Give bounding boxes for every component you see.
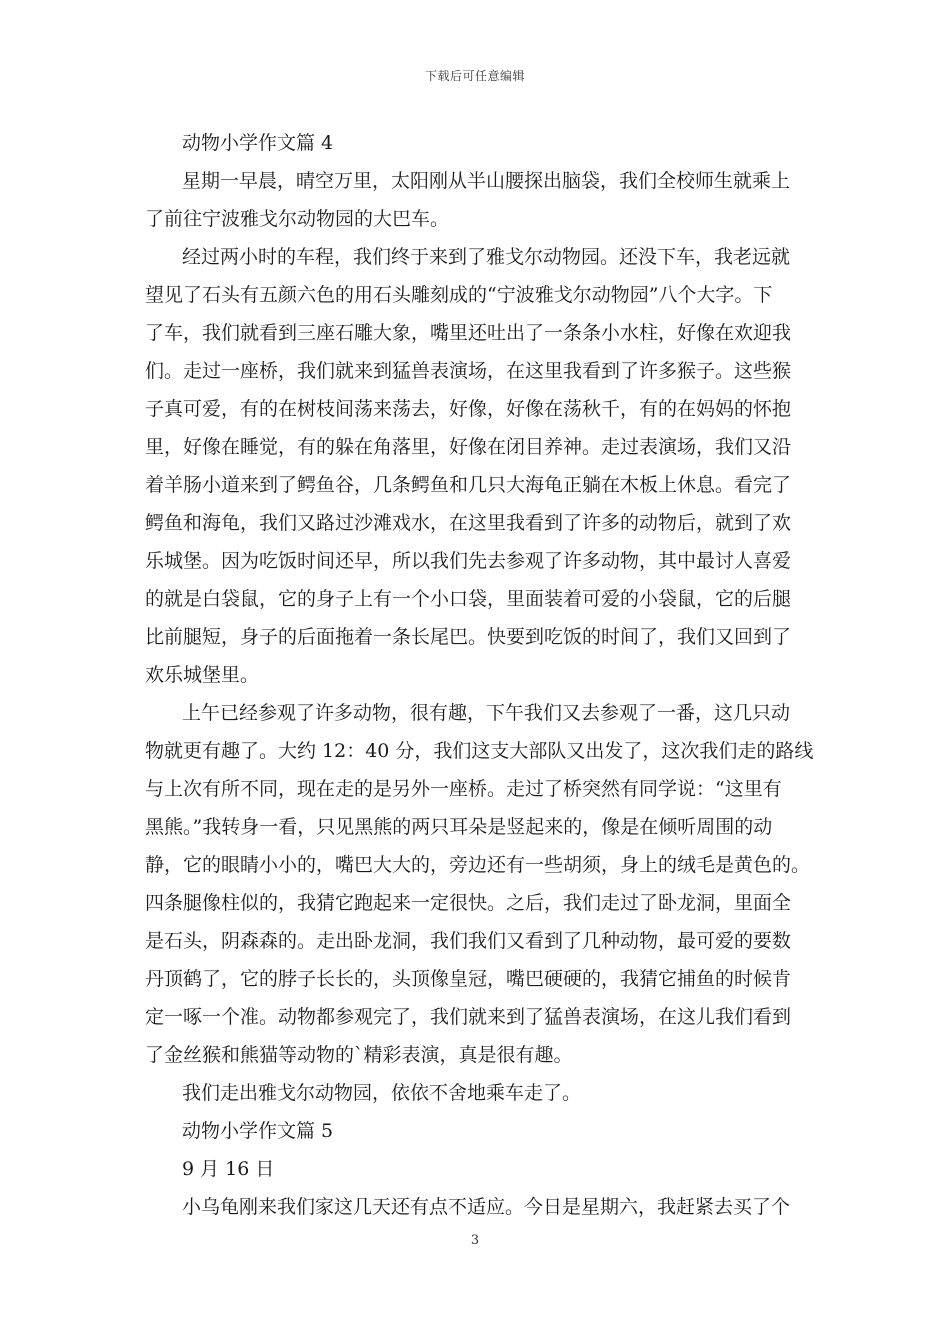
text-line: 了金丝猴和熊猫等动物的`精彩表演，真是很有趣。	[145, 1044, 573, 1066]
text-line: 里，好像在睡觉，有的躲在角落里，好像在闭目养神。走过表演场，我们又沿	[145, 436, 792, 458]
text-line: 比前腿短，身子的后面拖着一条长尾巴。快要到吃饭的时间了，我们又回到了	[145, 626, 792, 648]
text-line: 经过两小时的车程，我们终于来到了雅戈尔动物园。还没下车，我老远就	[182, 246, 791, 268]
text-line: 的就是白袋鼠，它的身子上有一个小口袋，里面装着可爱的小袋鼠，它的后腿	[145, 588, 792, 610]
text-line: 欢乐城堡里。	[145, 664, 260, 686]
page-number: 3	[470, 1233, 480, 1248]
text-line: 乐城堡。因为吃饭时间还早，所以我们先去参观了许多动物，其中最讨人喜爱	[145, 550, 792, 572]
document-body	[145, 124, 814, 1226]
text-line: 动物小学作文篇 5	[182, 1120, 334, 1142]
text-line: 望见了石头有五颜六色的用石头雕刻成的“宁波雅戈尔动物园”八个大字。下	[145, 284, 773, 306]
text-line: 了前往宁波雅戈尔动物园的大巴车。	[145, 208, 450, 230]
header-note: 下载后可任意编辑	[424, 69, 525, 83]
text-line: 我们走出雅戈尔动物园，依依不舍地乘车走了。	[182, 1082, 582, 1104]
text-line: 上午已经参观了许多动物，很有趣，下午我们又去参观了一番，这几只动	[182, 702, 791, 724]
text-line: 子真可爱，有的在树枝间荡来荡去，好像，好像在荡秋千，有的在妈妈的怀抱	[145, 398, 792, 420]
text-line: 与上次有所不同，现在走的是另外一座桥。走过了桥突然有同学说：“这里有	[145, 778, 782, 800]
text-line: 9 月 16 日	[182, 1158, 275, 1180]
text-line: 了车，我们就看到三座石雕大象，嘴里还吐出了一条条小水柱，好像在欢迎我	[145, 322, 792, 344]
text-line: 是石头，阴森森的。走出卧龙洞，我们我们又看到了几种动物，最可爱的要数	[145, 930, 792, 952]
text-line: 星期一早晨，晴空万里，太阳刚从半山腰探出脑袋，我们全校师生就乘上	[182, 170, 791, 192]
text-line: 物就更有趣了。大约 12：40 分，我们这支大部队又出发了，这次我们走的路线	[145, 740, 814, 762]
text-line: 黑熊。”我转身一看，只见黑熊的两只耳朵是竖起来的，像是在倾听周围的动	[145, 816, 773, 838]
text-line: 四条腿像柱似的，我猜它跑起来一定很快。之后，我们走过了卧龙洞，里面全	[145, 892, 792, 914]
text-line: 们。走过一座桥，我们就来到猛兽表演场，在这里我看到了许多猴子。这些猴	[145, 360, 792, 382]
text-line: 丹顶鹤了，它的脖子长长的，头顶像皇冠，嘴巴硬硬的，我猜它捕鱼的时候肯	[145, 968, 792, 990]
text-line: 鳄鱼和海龟，我们又路过沙滩戏水，在这里我看到了许多的动物后，就到了欢	[145, 512, 792, 534]
text-line: 定一啄一个准。动物都参观完了，我们就来到了猛兽表演场，在这儿我们看到	[145, 1006, 792, 1028]
text-line: 小乌龟刚来我们家这几天还有点不适应。今日是星期六，我赶紧去买了个	[182, 1196, 791, 1218]
text-line: 着羊肠小道来到了鳄鱼谷，几条鳄鱼和几只大海龟正躺在木板上休息。看完了	[145, 474, 792, 496]
text-line: 静，它的眼睛小小的，嘴巴大大的，旁边还有一些胡须，身上的绒毛是黄色的。	[145, 854, 811, 876]
text-line: 动物小学作文篇 4	[182, 132, 334, 154]
